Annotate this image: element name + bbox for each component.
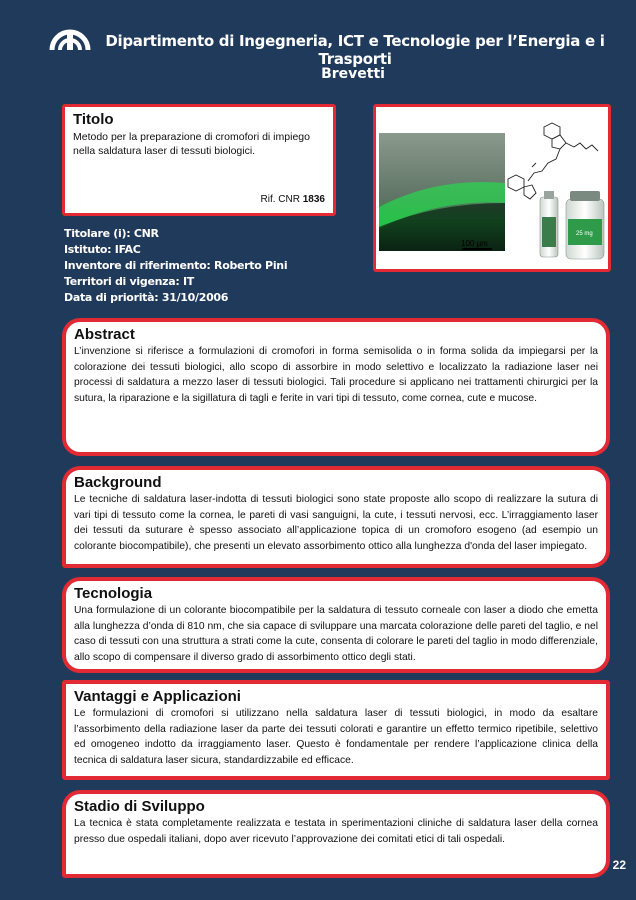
tecnologia-heading: Tecnologia [74, 585, 153, 602]
patent-metadata [64, 226, 287, 306]
stadio-heading: Stadio di Sviluppo [74, 798, 205, 815]
vial-label: 25 mg [576, 231, 593, 237]
titolare: Titolare (i): CNR [64, 227, 159, 240]
background-card [62, 466, 610, 568]
stadio-card [62, 790, 610, 878]
cnr-logo-icon [46, 18, 94, 54]
tecnologia-text: Una formulazione di un colorante biocompatibile per la saldatura di tessuto corneale con laser a diodo che emetta alla lunghezza d’onda di 810 nm, che sia capace di sviluppare una marcata colorazione delle pareti del taglio, e nel caso di tessuti con una struttura a strati come la cute, consenta di colorare le pareti del taglio in modo differenziale, allo scopo di compensare il diverso grado di assorbimento ottico degli stati. [74, 605, 598, 663]
micrograph [379, 133, 505, 251]
stadio-text: La tecnica è stata completamente realizzata e testata in sperimentazioni cliniche di saldatura laser della cornea presso due ospedali italiani, dopo aver ricevuto l’approvazione dei comitati etici di tali ospedali. [74, 818, 598, 845]
tecnologia-card [62, 577, 610, 673]
vantaggi-heading: Vantaggi e Applicazioni [74, 688, 241, 705]
titolo-text: Metodo per la preparazione di cromofori di impiego nella saldatura laser di tessuti biologici. [73, 131, 310, 158]
istituto: Istituto: IFAC [64, 243, 141, 256]
reference [261, 194, 325, 205]
titolo-box [62, 104, 336, 216]
vials-icon [540, 191, 604, 259]
vantaggi-text: Le formulazioni di cromofori si utilizzano nella saldatura laser di tessuti biologici, in modo da esaltare l’assorbimento della radiazione laser da parte dei tessuti colorati e garantire un effetto termico ripetibile, selettivo ed omogeneo indotto da irraggiamento laser. Questo è fondamentale per rendere l’applicazione clinica della tecnica di saldatura laser sicura, standardizzabile ed efficace. [74, 708, 598, 766]
abstract-text: L’invenzione si riferisce a formulazioni di cromofori in forma semisolida o in forma solida da impiegarsi per la colorazione dei tessuti biologici, allo scopo di assorbire in modo selettivo e localizzato la radiazione laser nei processi di saldatura a mezzo laser di tessuti biologici. Tali procedure si applicano nei trattamenti chirurgici per la sutura, la riparazione e la sigillatura di tagli e ferite in vari tipi di tessuto, come cornea, cute e mucose. [74, 346, 598, 404]
inventore: Inventore di riferimento: Roberto Pini [64, 259, 288, 272]
scale-label: 100 µm [461, 239, 488, 248]
reference-label: Rif. CNR [260, 194, 300, 205]
background-text: Le tecniche di saldatura laser-indotta di tessuti biologici sono state proposte allo scopo di realizzare la sutura di vari tipi di tessuto come la cornea, le pareti di vasi sanguigni, la cute, i tessuti nervosi, ecc. L’irraggiamento laser dei tessuti da suturare è spesso associato all’applicazione topica di un cromoforo esogeno (ad esempio un colorante biocompatibile), che presenti un elevato assorbimento ottico alla lunghezza d'onda del laser impiegato. [74, 494, 598, 552]
department-title: Dipartimento di Ingegneria, ICT e Tecnologie per l’Energia e i Trasporti [105, 32, 605, 68]
page-number: 22 [612, 858, 626, 872]
titolo-heading: Titolo [73, 111, 114, 128]
background-heading: Background [74, 474, 162, 491]
territori: Territori di vigenza: IT [64, 275, 194, 288]
section-title: Brevetti [321, 66, 385, 82]
abstract-card [62, 318, 610, 456]
illustration-box [373, 104, 611, 272]
vantaggi-card [62, 680, 610, 780]
data-priorita: Data di priorità: 31/10/2006 [64, 291, 229, 304]
abstract-heading: Abstract [74, 326, 135, 343]
reference-number: 1836 [302, 194, 325, 205]
illustration-image [376, 107, 608, 269]
